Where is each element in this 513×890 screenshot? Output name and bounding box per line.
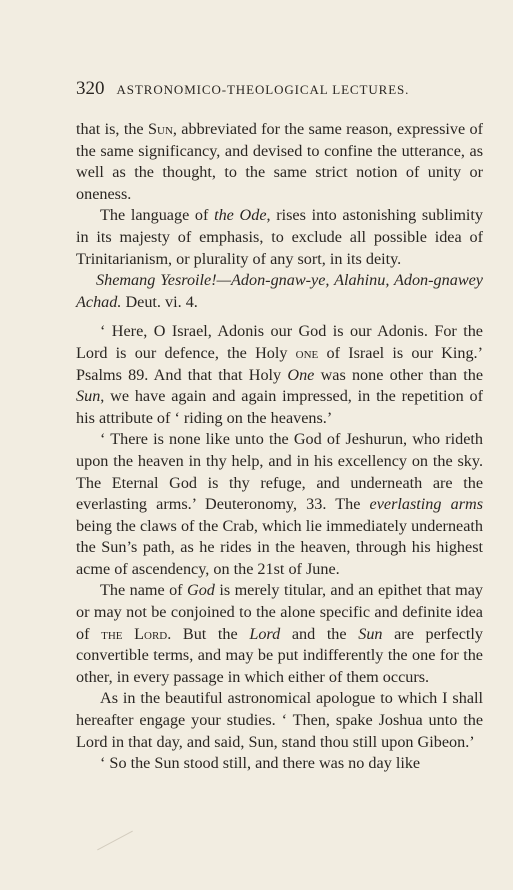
page-number: 320 xyxy=(76,78,105,99)
page-corner-mark xyxy=(97,831,133,851)
hebrew-verse: Shemang Yesroile!—Adon-gnaw-ye, Alahinu, Adon-gnawey Achad. Deut. vi. 4. xyxy=(76,271,483,311)
page-body xyxy=(76,119,483,775)
running-title: ASTRONOMICO-THEOLOGICAL LECTURES. xyxy=(116,82,410,97)
paragraph: The language of the Ode, rises into astonishing sublimity in its majesty of emphasis, to exclude all possible idea of Trinitarianism, or plurality of any sort, in its deity. xyxy=(76,206,484,268)
paragraph: ‘ There is none like unto the God of Jeshurun, who rideth upon the heaven in thy help, and in his excellency on the sky. The Eternal God is thy refuge, and underneath are the everlasting arms.’ Deuteronomy, 33. The everlasting arms being the claws of the Crab, which lie immediately underneath the Sun’s path, as he rides in the heaven, through his highest acme of ascendency, on the 21st of June. xyxy=(76,430,483,578)
paragraph: As in the beautiful astronomical apologue to which I shall hereafter engage your studies. ‘ Then, spake Joshua unto the Lord in that day, and said, Sun, stand thou still upon Gibeon.’ xyxy=(76,689,483,751)
running-header xyxy=(76,78,480,100)
paragraph: ‘ Here, O Israel, Adonis our God is our Adonis. For the Lord is our defence, the Holy one of Israel is our King.’ Psalms 89. And that that Holy One was none other than the Sun, we have again and again impressed, in the repetition of his attribute of ‘ riding on the heavens.’ xyxy=(76,322,484,427)
paragraph: ‘ So the Sun stood still, and there was no day like xyxy=(100,754,421,773)
paragraph: The name of God is merely titular, and an epithet that may or may not be conjoined to the alone specific and definite idea of the Lord. But the Lord and the Sun are perfectly convertible terms, and may be put indifferently the one for the other, in every passage in which either of them occurs. xyxy=(76,581,484,686)
paragraph: that is, the Sun, abbreviated for the same reason, expressive of the same significancy, and devised to confine the utterance, as well as the thought, to the same strict notion of unity or oneness. xyxy=(76,120,483,203)
